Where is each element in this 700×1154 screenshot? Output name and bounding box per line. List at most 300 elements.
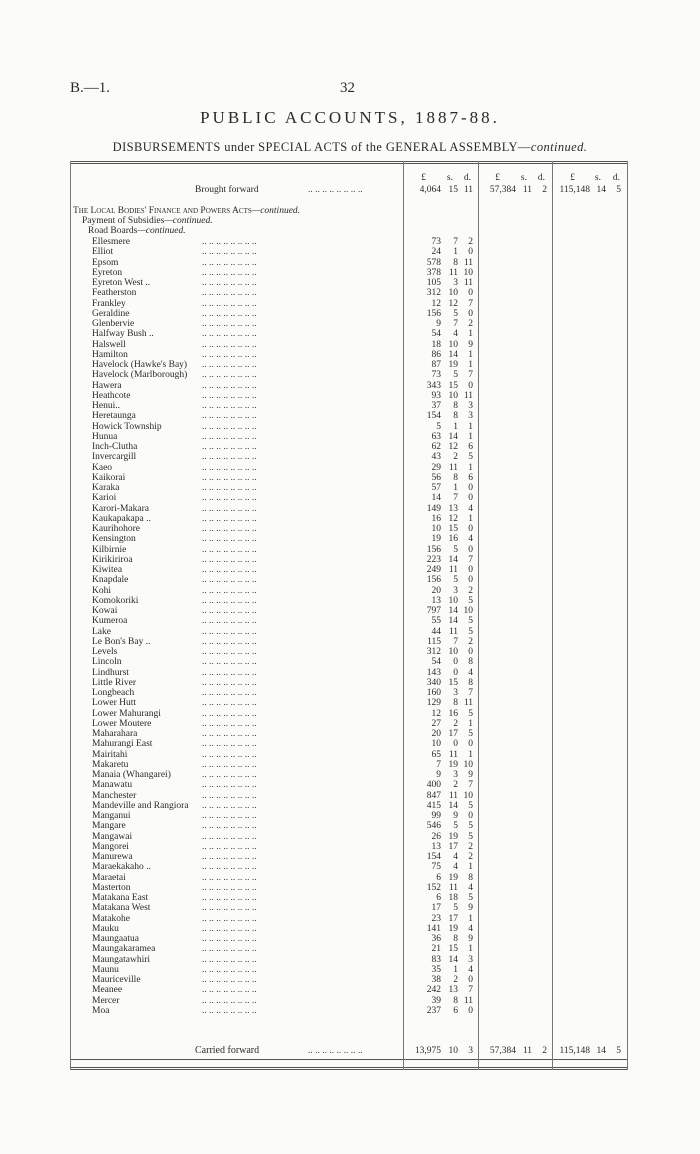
amount-shillings: 5 bbox=[453, 903, 458, 914]
road-board-name: Hamilton bbox=[92, 349, 128, 360]
amount-shillings: 5 bbox=[453, 308, 458, 319]
amount-pounds: 57 bbox=[431, 483, 441, 493]
cf-col1-shillings: 10 bbox=[448, 1046, 458, 1056]
amount-shillings: 10 bbox=[448, 339, 458, 350]
brought-forward-leader: .. .. .. .. .. .. .. .. bbox=[308, 185, 363, 195]
road-board-name: Levels bbox=[92, 647, 118, 657]
road-board-name: Mangare bbox=[92, 821, 126, 832]
amount-pence: 5 bbox=[468, 800, 473, 811]
amount-pounds: 38 bbox=[431, 975, 441, 985]
road-board-name: Henui.. bbox=[92, 401, 120, 411]
amount-pounds: 56 bbox=[431, 472, 441, 483]
amount-pence: 0 bbox=[468, 483, 473, 493]
amount-shillings: 10 bbox=[448, 390, 458, 401]
road-board-name: Manawatu bbox=[92, 780, 133, 791]
col1-left-rule bbox=[403, 161, 404, 1070]
amount-shillings: 1 bbox=[453, 247, 458, 258]
dot-leader: .. .. .. .. .. .. .. .. bbox=[202, 893, 257, 903]
amount-pounds: 847 bbox=[426, 790, 441, 801]
amount-pence: 1 bbox=[468, 462, 473, 473]
amount-shillings: 1 bbox=[453, 483, 458, 493]
amount-pence: 1 bbox=[468, 360, 473, 370]
amount-shillings: 11 bbox=[448, 749, 458, 760]
dot-leader: .. .. .. .. .. .. .. .. bbox=[202, 1005, 257, 1016]
road-board-name: Glenbervie bbox=[92, 319, 135, 329]
amount-shillings: 19 bbox=[448, 831, 458, 842]
bf-col2-shillings: 11 bbox=[522, 185, 532, 195]
road-board-name: Hunua bbox=[92, 431, 118, 442]
amount-pence: 5 bbox=[468, 595, 473, 606]
amount-pounds: 20 bbox=[431, 585, 441, 596]
amount-pence: 2 bbox=[468, 319, 473, 329]
amount-shillings: 8 bbox=[453, 257, 458, 268]
road-board-name: Little River bbox=[92, 677, 137, 688]
amount-pounds: 105 bbox=[426, 278, 441, 288]
amount-pence: 0 bbox=[468, 493, 473, 504]
subtitle-main: DISBURSEMENTS under SPECIAL ACTS of the GENERAL ASSEMBLY— bbox=[112, 140, 531, 154]
dot-leader: .. .. .. .. .. .. .. .. bbox=[202, 739, 257, 750]
amount-pence: 2 bbox=[468, 852, 473, 862]
road-board-name: Mandeville and Rangiora bbox=[92, 800, 189, 811]
amount-pounds: 400 bbox=[426, 780, 441, 791]
cf-col1-pounds: 13,975 bbox=[414, 1046, 441, 1056]
amount-pounds: 83 bbox=[431, 954, 441, 965]
amount-shillings: 5 bbox=[453, 370, 458, 381]
dot-leader: .. .. .. .. .. .. .. .. bbox=[202, 616, 257, 627]
amount-shillings: 7 bbox=[453, 636, 458, 647]
dot-leader: .. .. .. .. .. .. .. .. bbox=[202, 452, 257, 463]
dot-leader: .. .. .. .. .. .. .. .. bbox=[202, 677, 257, 688]
amount-shillings: 5 bbox=[453, 821, 458, 832]
bf-col3-pence: 5 bbox=[616, 185, 621, 195]
amount-pounds: 12 bbox=[431, 708, 441, 719]
amount-pounds: 149 bbox=[426, 503, 441, 514]
amount-pence: 2 bbox=[468, 237, 473, 247]
dot-leader: .. .. .. .. .. .. .. .. bbox=[202, 554, 257, 565]
amount-pence: 1 bbox=[468, 749, 473, 760]
dot-leader: .. .. .. .. .. .. .. .. bbox=[202, 759, 257, 770]
road-board-name: Mercer bbox=[92, 995, 120, 1006]
amount-pounds: 23 bbox=[431, 913, 441, 924]
amount-pounds: 154 bbox=[426, 852, 441, 862]
amount-pounds: 18 bbox=[431, 339, 441, 350]
bf-col1-pence: 11 bbox=[463, 185, 473, 195]
cf-col2-shillings: 11 bbox=[522, 1046, 532, 1056]
page-subtitle bbox=[0, 140, 700, 155]
amount-pounds: 242 bbox=[426, 985, 441, 996]
dot-leader: .. .. .. .. .. .. .. .. bbox=[202, 790, 257, 801]
road-board-name: Longbeach bbox=[92, 688, 135, 698]
dot-leader: .. .. .. .. .. .. .. .. bbox=[202, 370, 257, 381]
dot-leader: .. .. .. .. .. .. .. .. bbox=[202, 267, 257, 278]
amount-shillings: 2 bbox=[453, 975, 458, 985]
dot-leader: .. .. .. .. .. .. .. .. bbox=[202, 903, 257, 914]
road-board-name: Hawera bbox=[92, 380, 122, 391]
amount-pounds: 73 bbox=[431, 237, 441, 247]
amount-shillings: 14 bbox=[448, 606, 458, 616]
amount-shillings: 8 bbox=[453, 995, 458, 1006]
amount-pounds: 19 bbox=[431, 534, 441, 545]
road-board-name: Halswell bbox=[92, 339, 126, 350]
amount-pounds: 24 bbox=[431, 247, 441, 258]
road-board-name: Mauriceville bbox=[92, 975, 141, 985]
amount-shillings: 19 bbox=[448, 923, 458, 934]
road-board-name: Kaurihohore bbox=[92, 524, 141, 534]
dot-leader: .. .. .. .. .. .. .. .. bbox=[202, 524, 257, 534]
amount-pence: 1 bbox=[468, 431, 473, 442]
amount-pounds: 9 bbox=[436, 319, 441, 329]
dot-leader: .. .. .. .. .. .. .. .. bbox=[202, 811, 257, 821]
amount-pence: 5 bbox=[468, 708, 473, 719]
amount-shillings: 15 bbox=[448, 380, 458, 391]
amount-shillings: 5 bbox=[453, 544, 458, 555]
amount-shillings: 14 bbox=[448, 616, 458, 627]
dot-leader: .. .. .. .. .. .. .. .. bbox=[202, 585, 257, 596]
amount-pounds: 44 bbox=[431, 626, 441, 637]
col2-left-rule bbox=[478, 161, 479, 1070]
dot-leader: .. .. .. .. .. .. .. .. bbox=[202, 985, 257, 996]
amount-pence: 3 bbox=[468, 411, 473, 422]
amount-pence: 0 bbox=[468, 524, 473, 534]
dot-leader: .. .. .. .. .. .. .. .. bbox=[202, 575, 257, 586]
dot-leader: .. .. .. .. .. .. .. .. bbox=[202, 770, 257, 780]
amount-shillings: 16 bbox=[448, 708, 458, 719]
cf-col2-pounds: 57,384 bbox=[489, 1046, 516, 1056]
amount-shillings: 15 bbox=[448, 944, 458, 955]
amount-shillings: 0 bbox=[453, 667, 458, 678]
road-board-name: Matakana West bbox=[92, 903, 151, 914]
amount-pence: 1 bbox=[468, 329, 473, 340]
bf-col2-pounds: 57,384 bbox=[489, 185, 516, 195]
amount-pounds: 115 bbox=[427, 636, 441, 647]
act-heading-suffix: —continued. bbox=[251, 206, 301, 216]
table-bottom-rule bbox=[70, 1067, 628, 1070]
dot-leader: .. .. .. .. .. .. .. .. bbox=[202, 923, 257, 934]
amount-pounds: 312 bbox=[426, 288, 441, 299]
road-board-name: Maraetai bbox=[92, 872, 126, 883]
amount-pounds: 63 bbox=[431, 431, 441, 442]
road-board-name: Maungatawhiri bbox=[92, 954, 151, 965]
road-boards-heading-main: Road Boards bbox=[88, 226, 138, 236]
road-board-name: Kaukapakapa .. bbox=[92, 513, 151, 524]
dot-leader: .. .. .. .. .. .. .. .. bbox=[202, 421, 257, 432]
cf-col3-pounds: 115,148 bbox=[559, 1046, 590, 1056]
road-board-name: Lower Hutt bbox=[92, 698, 137, 709]
amount-shillings: 4 bbox=[453, 862, 458, 873]
road-board-name: Manchester bbox=[92, 790, 137, 801]
amount-pence: 9 bbox=[468, 903, 473, 914]
dot-leader: .. .. .. .. .. .. .. .. bbox=[202, 626, 257, 637]
road-board-name: Havelock (Hawke's Bay) bbox=[92, 360, 188, 370]
col2-pence-head: d. bbox=[537, 173, 545, 183]
dot-leader: .. .. .. .. .. .. .. .. bbox=[202, 636, 257, 647]
amount-pence: 6 bbox=[468, 472, 473, 483]
amount-pounds: 86 bbox=[431, 349, 441, 360]
dot-leader: .. .. .. .. .. .. .. .. bbox=[202, 964, 257, 975]
amount-shillings: 11 bbox=[448, 790, 458, 801]
dot-leader: .. .. .. .. .. .. .. .. bbox=[202, 975, 257, 985]
bf-col2-pence: 2 bbox=[542, 185, 547, 195]
brought-forward-label: Brought forward bbox=[195, 185, 259, 195]
cf-col3-pence: 5 bbox=[616, 1046, 621, 1056]
amount-shillings: 10 bbox=[448, 647, 458, 657]
road-board-name: Mangawai bbox=[92, 831, 133, 842]
dot-leader: .. .. .. .. .. .. .. .. bbox=[202, 462, 257, 473]
amount-shillings: 0 bbox=[453, 657, 458, 668]
table-left-rule bbox=[70, 161, 71, 1070]
amount-shillings: 2 bbox=[453, 780, 458, 791]
dot-leader: .. .. .. .. .. .. .. .. bbox=[202, 308, 257, 319]
amount-shillings: 15 bbox=[448, 524, 458, 534]
amount-pounds: 36 bbox=[431, 934, 441, 944]
road-board-name: Manganui bbox=[92, 811, 131, 821]
dot-leader: .. .. .. .. .. .. .. .. bbox=[202, 534, 257, 545]
amount-shillings: 4 bbox=[453, 852, 458, 862]
road-board-name: Havelock (Marlborough) bbox=[92, 370, 188, 381]
dot-leader: .. .. .. .. .. .. .. .. bbox=[202, 657, 257, 668]
road-board-name: Geraldine bbox=[92, 308, 130, 319]
amount-pounds: 37 bbox=[431, 401, 441, 411]
road-board-name: Heretaunga bbox=[92, 411, 136, 422]
dot-leader: .. .. .. .. .. .. .. .. bbox=[202, 431, 257, 442]
subtitle-continued: continued. bbox=[530, 140, 588, 154]
amount-pence: 0 bbox=[468, 308, 473, 319]
road-board-name: Kumeroa bbox=[92, 616, 128, 627]
dot-leader: .. .. .. .. .. .. .. .. bbox=[202, 944, 257, 955]
dot-leader: .. .. .. .. .. .. .. .. bbox=[202, 380, 257, 391]
amount-shillings: 6 bbox=[453, 1005, 458, 1016]
amount-pence: 0 bbox=[468, 565, 473, 575]
dot-leader: .. .. .. .. .. .. .. .. bbox=[202, 831, 257, 842]
dot-leader: .. .. .. .. .. .. .. .. bbox=[202, 349, 257, 360]
road-boards-heading-suffix: —continued. bbox=[137, 226, 186, 236]
amount-pence: 7 bbox=[468, 298, 473, 309]
amount-pence: 5 bbox=[468, 821, 473, 832]
amount-pence: 8 bbox=[468, 677, 473, 688]
amount-shillings: 4 bbox=[453, 329, 458, 340]
amount-pounds: 99 bbox=[431, 811, 441, 821]
amount-pence: 1 bbox=[468, 913, 473, 924]
amount-pence: 1 bbox=[468, 421, 473, 432]
subsidies-heading-main: Payment of Subsidies bbox=[82, 216, 165, 226]
amount-pence: 11 bbox=[463, 698, 473, 709]
dot-leader: .. .. .. .. .. .. .. .. bbox=[202, 749, 257, 760]
amount-shillings: 5 bbox=[453, 575, 458, 586]
road-board-name: Knapdale bbox=[92, 575, 129, 586]
road-board-name: Maharahara bbox=[92, 729, 138, 739]
road-board-name: Halfway Bush .. bbox=[92, 329, 154, 340]
col1-pence-head: d. bbox=[463, 173, 471, 183]
dot-leader: .. .. .. .. .. .. .. .. bbox=[202, 319, 257, 329]
road-board-name: Le Bon's Bay .. bbox=[92, 636, 151, 647]
amount-shillings: 8 bbox=[453, 472, 458, 483]
amount-pounds: 160 bbox=[426, 688, 441, 698]
amount-pounds: 55 bbox=[431, 616, 441, 627]
act-heading bbox=[73, 206, 300, 216]
amount-shillings: 11 bbox=[448, 462, 458, 473]
amount-pence: 8 bbox=[468, 657, 473, 668]
road-board-name: Howick Township bbox=[92, 421, 162, 432]
amount-shillings: 12 bbox=[448, 513, 458, 524]
act-heading-main: The Local Bodies' Finance and Powers Acts bbox=[73, 206, 252, 216]
dot-leader: .. .. .. .. .. .. .. .. bbox=[202, 390, 257, 401]
amount-pence: 11 bbox=[463, 278, 473, 288]
road-board-name: Komokoriki bbox=[92, 595, 139, 606]
dot-leader: .. .. .. .. .. .. .. .. bbox=[202, 882, 257, 893]
amount-shillings: 8 bbox=[453, 401, 458, 411]
amount-pence: 7 bbox=[468, 780, 473, 791]
amount-shillings: 11 bbox=[448, 626, 458, 637]
amount-pounds: 237 bbox=[426, 1005, 441, 1016]
amount-pence: 5 bbox=[468, 729, 473, 739]
amount-shillings: 16 bbox=[448, 534, 458, 545]
amount-pounds: 17 bbox=[431, 903, 441, 914]
amount-pounds: 13 bbox=[431, 841, 441, 852]
road-board-name: Lincoln bbox=[92, 657, 122, 668]
dot-leader: .. .. .. .. .. .. .. .. bbox=[202, 688, 257, 698]
dot-leader: .. .. .. .. .. .. .. .. bbox=[202, 821, 257, 832]
amount-shillings: 17 bbox=[448, 913, 458, 924]
amount-shillings: 12 bbox=[448, 442, 458, 452]
amount-pounds: 141 bbox=[426, 923, 441, 934]
road-board-name: Mangorei bbox=[92, 841, 129, 852]
road-board-name: Eyreton bbox=[92, 267, 123, 278]
amount-pence: 2 bbox=[468, 841, 473, 852]
amount-shillings: 13 bbox=[448, 985, 458, 996]
amount-shillings: 11 bbox=[448, 565, 458, 575]
amount-pounds: 13 bbox=[431, 595, 441, 606]
amount-pounds: 156 bbox=[426, 308, 441, 319]
amount-shillings: 8 bbox=[453, 698, 458, 709]
document-ref: B.—1. bbox=[70, 80, 111, 96]
table-right-rule bbox=[627, 161, 628, 1070]
amount-pounds: 5 bbox=[436, 421, 441, 432]
amount-shillings: 11 bbox=[448, 267, 458, 278]
amount-shillings: 14 bbox=[448, 554, 458, 565]
table-carried-rule bbox=[70, 1059, 628, 1060]
amount-shillings: 1 bbox=[453, 964, 458, 975]
amount-pence: 4 bbox=[468, 964, 473, 975]
dot-leader: .. .. .. .. .. .. .. .. bbox=[202, 718, 257, 729]
road-board-name: Kaikorai bbox=[92, 472, 126, 483]
amount-pounds: 29 bbox=[431, 462, 441, 473]
amount-pence: 7 bbox=[468, 688, 473, 698]
col3-left-rule bbox=[552, 161, 553, 1070]
amount-shillings: 2 bbox=[453, 452, 458, 463]
dot-leader: .. .. .. .. .. .. .. .. bbox=[202, 667, 257, 678]
dot-leader: .. .. .. .. .. .. .. .. bbox=[202, 800, 257, 811]
dot-leader: .. .. .. .. .. .. .. .. bbox=[202, 411, 257, 422]
amount-shillings: 1 bbox=[453, 421, 458, 432]
dot-leader: .. .. .. .. .. .. .. .. bbox=[202, 595, 257, 606]
cf-col3-shillings: 14 bbox=[596, 1046, 606, 1056]
amount-pounds: 16 bbox=[431, 513, 441, 524]
amount-pounds: 578 bbox=[426, 257, 441, 268]
road-boards-heading bbox=[88, 226, 186, 236]
amount-pence: 10 bbox=[463, 790, 473, 801]
cf-col1-pence: 3 bbox=[468, 1046, 473, 1056]
amount-pence: 0 bbox=[468, 739, 473, 750]
amount-pounds: 415 bbox=[426, 800, 441, 811]
dot-leader: .. .. .. .. .. .. .. .. bbox=[202, 329, 257, 340]
dot-leader: .. .. .. .. .. .. .. .. bbox=[202, 862, 257, 873]
amount-pounds: 156 bbox=[426, 544, 441, 555]
amount-pounds: 10 bbox=[431, 524, 441, 534]
amount-shillings: 3 bbox=[453, 688, 458, 698]
amount-pence: 2 bbox=[468, 585, 473, 596]
amount-pounds: 65 bbox=[431, 749, 441, 760]
amount-pence: 11 bbox=[463, 257, 473, 268]
dot-leader: .. .. .. .. .. .. .. .. bbox=[202, 698, 257, 709]
amount-shillings: 13 bbox=[448, 503, 458, 514]
road-board-name: Manaia (Whangarei) bbox=[92, 770, 171, 780]
page-title: PUBLIC ACCOUNTS, 1887-88. bbox=[200, 108, 500, 127]
dot-leader: .. .. .. .. .. .. .. .. bbox=[202, 954, 257, 965]
amount-pounds: 54 bbox=[431, 657, 441, 668]
amount-shillings: 15 bbox=[448, 677, 458, 688]
amount-pence: 0 bbox=[468, 380, 473, 391]
amount-pence: 0 bbox=[468, 1005, 473, 1016]
bf-col1-pounds: 4,064 bbox=[419, 185, 441, 195]
amount-pounds: 54 bbox=[431, 329, 441, 340]
amount-pence: 3 bbox=[468, 401, 473, 411]
road-board-name: Mairitahi bbox=[92, 749, 128, 760]
amount-pounds: 143 bbox=[426, 667, 441, 678]
amount-shillings: 14 bbox=[448, 954, 458, 965]
road-board-name: Heathcote bbox=[92, 390, 131, 401]
road-board-name: Elliot bbox=[92, 247, 114, 258]
amount-shillings: 8 bbox=[453, 411, 458, 422]
road-board-name: Epsom bbox=[92, 257, 119, 268]
amount-pence: 1 bbox=[468, 944, 473, 955]
road-board-name: Maungakaramea bbox=[92, 944, 156, 955]
col3-pence-head: d. bbox=[612, 173, 620, 183]
amount-pence: 5 bbox=[468, 893, 473, 903]
amount-pence: 0 bbox=[468, 288, 473, 299]
dot-leader: .. .. .. .. .. .. .. .. bbox=[202, 780, 257, 791]
amount-pence: 10 bbox=[463, 759, 473, 770]
amount-pence: 0 bbox=[468, 811, 473, 821]
bf-col3-pounds: 115,148 bbox=[559, 185, 590, 195]
amount-pounds: 156 bbox=[426, 575, 441, 586]
amount-pence: 10 bbox=[463, 267, 473, 278]
amount-pence: 1 bbox=[468, 718, 473, 729]
road-board-name: Maunu bbox=[92, 964, 119, 975]
page-number: 32 bbox=[340, 80, 355, 96]
amount-pounds: 75 bbox=[431, 862, 441, 873]
road-board-name: Mauku bbox=[92, 923, 119, 934]
amount-pounds: 797 bbox=[426, 606, 441, 616]
dot-leader: .. .. .. .. .. .. .. .. bbox=[202, 298, 257, 309]
amount-pounds: 62 bbox=[431, 442, 441, 452]
road-board-name: Lindhurst bbox=[92, 667, 129, 678]
amount-pence: 0 bbox=[468, 647, 473, 657]
amount-pence: 8 bbox=[468, 872, 473, 883]
amount-shillings: 18 bbox=[448, 893, 458, 903]
amount-pence: 7 bbox=[468, 370, 473, 381]
amount-pence: 0 bbox=[468, 975, 473, 985]
amount-shillings: 11 bbox=[448, 882, 458, 893]
amount-shillings: 8 bbox=[453, 934, 458, 944]
road-board-name: Maraekakaho .. bbox=[92, 862, 151, 873]
dot-leader: .. .. .. .. .. .. .. .. bbox=[202, 729, 257, 739]
amount-pence: 4 bbox=[468, 503, 473, 514]
amount-shillings: 0 bbox=[453, 739, 458, 750]
subsidies-heading bbox=[82, 216, 213, 226]
amount-shillings: 3 bbox=[453, 770, 458, 780]
road-board-name: Kilbirnie bbox=[92, 544, 127, 555]
amount-pounds: 12 bbox=[431, 298, 441, 309]
